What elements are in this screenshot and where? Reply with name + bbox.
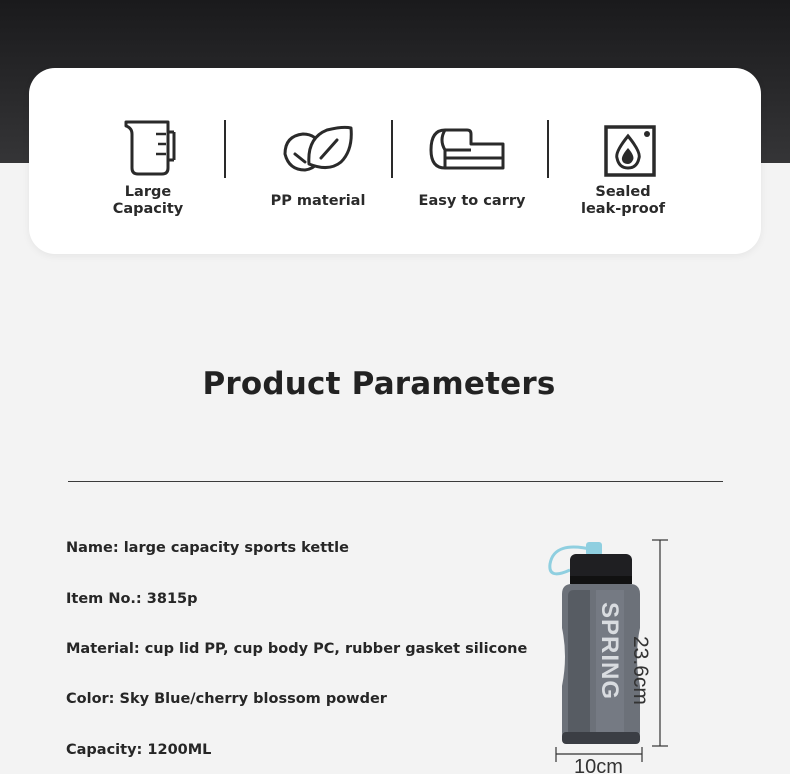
feature-sealed [558,68,688,254]
feature-pp-material [253,68,383,254]
feature-label: Sealed leak-proof [580,184,665,217]
feature-easy-carry [407,68,537,254]
param-name: Name: large capacity sports kettle [66,540,349,556]
height-label: 23.6cm [629,636,652,705]
feature-large-capacity [83,68,213,254]
feature-label: Easy to carry [418,193,526,209]
param-item-no: Item No.: 3815p [66,591,198,607]
measuring-cup-icon [118,120,178,176]
feature-label: PP material [270,193,366,209]
feature-card [29,68,761,254]
param-capacity: Capacity: 1200ML [66,742,212,758]
hand-carry-icon [427,126,507,172]
water-drop-icon [603,124,657,178]
bottle-illustration [540,536,710,774]
product-image [540,536,710,774]
width-label: 10cm [574,756,623,774]
param-color: Color: Sky Blue/cherry blossom powder [66,691,387,707]
divider [224,120,226,178]
section-divider [68,481,723,482]
divider [547,120,549,178]
divider [391,120,393,178]
leaf-icon [281,124,357,174]
bottle-brand-text: SPRING [596,602,623,701]
param-material: Material: cup lid PP, cup body PC, rubber gasket silicone [66,641,528,657]
section-title: Product Parameters [202,366,556,402]
feature-label: Large Capacity [112,184,184,217]
